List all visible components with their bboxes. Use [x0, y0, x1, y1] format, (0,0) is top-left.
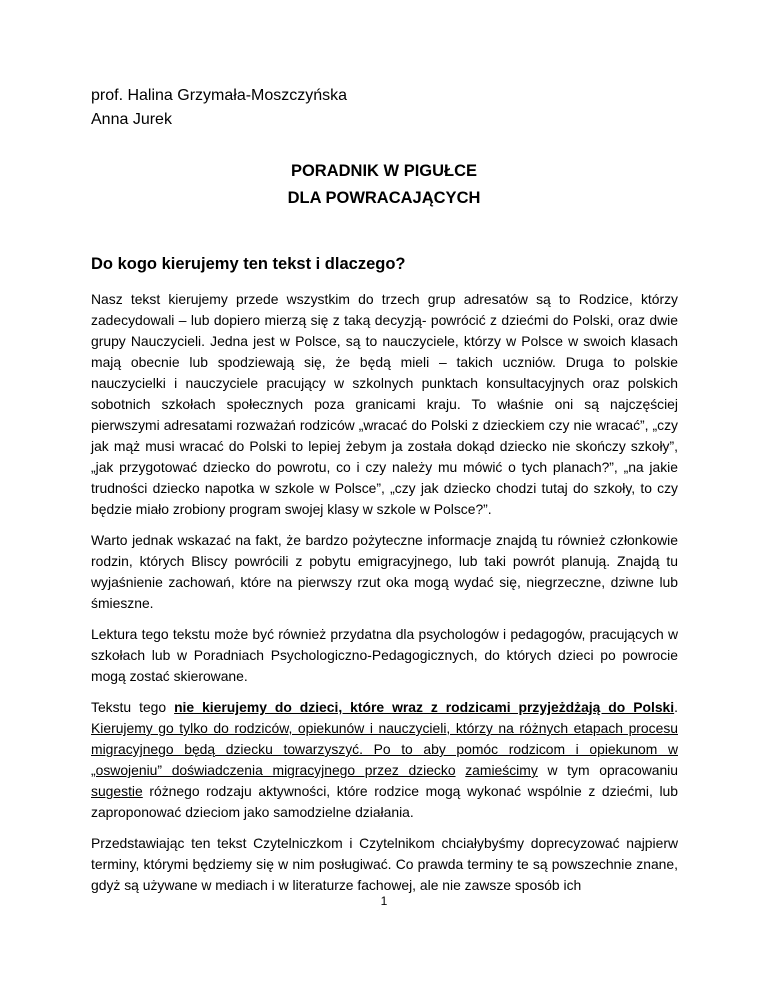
underlined-word: zamieścimy — [465, 762, 538, 778]
author-name: Anna Jurek — [91, 111, 172, 128]
paragraph — [91, 697, 678, 823]
body-text — [91, 289, 678, 906]
emphasis-underlined: nie kierujemy do dzieci, które wraz z rodzicami przyjeżdżają do Polski — [174, 699, 675, 715]
title-line: PORADNIK W PIGUŁCE — [290, 162, 478, 180]
authors — [91, 84, 347, 132]
page-number: 1 — [380, 894, 388, 908]
paragraph: Lektura tego tekstu może być również przydatna dla psychologów i pedagogów, pracujących w szkołach lub w Poradniach Psychologiczno-Pedagogicznych, do których dzieci po powrocie mogą zostać skierowane. — [91, 626, 678, 684]
text-run: w tym opracowaniu — [537, 762, 678, 778]
title-line: DLA POWRACAJĄCYCH — [287, 189, 481, 207]
underlined-word: sugestie — [91, 783, 143, 799]
paragraph: Nasz tekst kierujemy przede wszystkim do trzech grup adresatów są to Rodzice, którzy zadecydowali – lub dopiero mierzą się z taką decyzją- powrócić z dziećmi do Polski, oraz dwie grupy Nauczycieli. Jedna jest w Polsce, są to nauczyciele, którzy w Polsce w swoich klasach mają obecnie lub spodziewają się, że będą mieli – takich uczniów. Druga to polskie nauczycielki i nauczyciele pracujący w szkolnych punktach konsultacyjnych oraz polskich sobotnich szkołach społecznych poza granicami kraju. To właśnie oni są najczęściej pierwszymi adresatami rozważań rodziców „wracać do Polski z dzieckiem czy nie wracać”, „czy jak mąż musi wracać do Polski to lepiej żebym ja została dokąd dziecko nie skończy szkoły”, „jak przygotować dziecko do powrotu, co i czy należy mu mówić o tych planach?”, „na jakie trudności dziecko napotka w szkole w Polsce”, „czy jak dziecko chodzi tutaj do szkoły, to czy będzie miało zrobiony program swojej klasy w szkole w Polsce?”. — [91, 291, 678, 517]
text-run — [456, 762, 466, 778]
section-heading: Do kogo kierujemy ten tekst i dlaczego? — [91, 255, 406, 273]
paragraph: Warto jednak wskazać na fakt, że bardzo pożyteczne informacje znajdą tu również członkowie rodzin, których Bliscy powrócili z pobytu emigracyjnego, lub taki powrót planują. Znajdą tu wyjaśnienie zachowań, które na pierwszy rzut oka mogą wydać się, niegrzeczne, dziwne lub śmieszne. — [91, 532, 678, 611]
paragraph: Przedstawiając ten tekst Czytelniczkom i Czytelnikom chciałybyśmy doprecyzować najpierw terminy, którymi będziemy się w nim posługiwać. Co prawda terminy te są powszechnie znane, gdyż są używane w mediach i w literaturze fachowej, ale nie zawsze sposób ich — [91, 835, 678, 893]
underlined-text: Kierujemy go tylko do rodziców, opiekunów i nauczycieli, którzy na różnych etapach procesu migracyjnego będą dziecku towarzyszyć. Po to aby pomóc rodzicom i opiekunom w „oswojeniu” doświadczenia migracyjnego przez dziecko — [91, 720, 678, 778]
text-run: Tekstu tego — [91, 699, 175, 715]
author-name: prof. Halina Grzymała-Moszczyńska — [91, 87, 348, 104]
text-run: różnego rodzaju aktywności, które rodzice mogą wykonać wspólnie z dziećmi, lub zaproponować dzieciom jako samodzielne działania. — [91, 783, 678, 820]
document-title — [0, 158, 768, 212]
text-run: . — [674, 699, 678, 715]
